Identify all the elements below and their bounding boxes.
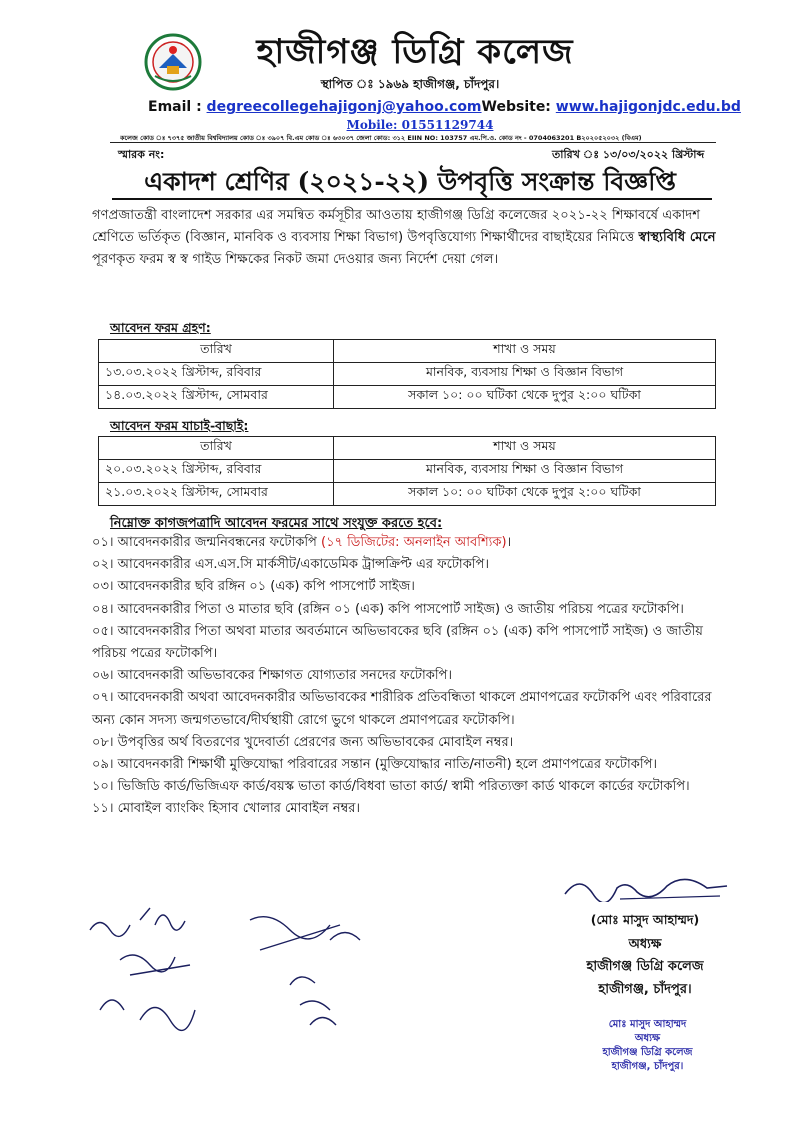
col-branch: শাখা ও সময় <box>334 340 716 363</box>
list-item: ০৫। আবেদনকারীর পিতা অথবা মাতার অবর্তমানে অভিভাবকের ছবি (রঙ্গিন ০১ (এক) কপি পাসপোর্ট সাইজ) ও জাতীয় পরিচয় পত্রের ফটোকপি। <box>92 623 703 662</box>
established-info: স্থাপিত ঃ ১৯৬৯ হাজীগঞ্জ, চাঁদপুর। <box>320 77 500 91</box>
memo-number: স্মারক নং: <box>118 148 165 161</box>
email-label: Email : <box>148 99 202 115</box>
table-row <box>99 363 716 386</box>
form-receive-table <box>98 339 716 409</box>
list-item: ০৭। আবেদনকারী অথবা আবেদনকারীর অভিভাবকের শারীরিক প্রতিবন্ধিতা থাকলে প্রমাণপত্রের ফটোকপি এবং পরিবারের অন্য কোন সদস্য জন্মগতভাবে/দীর্ঘস্থায়ী রোগে ভুগে থাকলে প্রমাণপত্রের ফটোকপি। <box>92 690 712 728</box>
list-item: ০৪। আবেদনকারীর পিতা ও মাতার ছবি (রঙ্গিন ০১ (এক) কপি পাসপোর্ট সাইজ) ও জাতীয় পরিচয় পত্রের ফটোকপি। <box>92 601 684 617</box>
title-underline <box>112 198 712 200</box>
contact-line <box>148 99 741 115</box>
mobile-number: Mobile: 01551129744 <box>346 118 494 132</box>
receive-time: সকাল ১০: ০০ ঘটিকা থেকে দুপুর ২:০০ ঘটিকা <box>334 386 716 409</box>
req-1-end: । <box>506 535 512 550</box>
form-receive-label: আবেদন ফরম গ্রহণ: <box>110 320 211 335</box>
principal-place: হাজীগঞ্জ, চাঁদপুর। <box>598 982 692 997</box>
receive-date-2: ১৪.০৩.২০২২ খ্রিস্টাব্দ, সোমবার <box>99 386 334 409</box>
req-1-text: ০১। আবেদনকারীর জন্মনিবন্ধনের ফটোকপি <box>92 535 321 550</box>
email-link[interactable]: degreecollegehajigonj@yahoo.com <box>206 99 482 115</box>
intro-text-1: গণপ্রজাতন্ত্রী বাংলাদেশ সরকার এর সমন্বিত কর্মসূচীর আওতায় হাজীগঞ্জ ডিগ্রি কলেজের ২০২১-২২ শিক্ষাবর্ষে একাদশ শ্রেণিতে ভর্তিকৃত (বিজ্ঞান, মানবিক ও ব্যবসায় শিক্ষা বিভাগ) উপবৃত্তিযোগ্য শিক্ষার্থীদের বাছাইয়ের নিমিত্তে <box>92 208 701 245</box>
req-1-highlight: (১৭ ডিজিটের: অনলাইন আবশ্যিক) <box>321 535 507 550</box>
list-item <box>92 532 722 554</box>
official-stamp <box>580 1018 715 1074</box>
verify-time: সকাল ১০: ০০ ঘটিকা থেকে দুপুর ২:০০ ঘটিকা <box>334 483 716 506</box>
requirements-list <box>92 532 722 821</box>
list-item: ০২। আবেদনকারীর এস.এস.সি মার্কসীট/একাডেমিক ট্রান্সক্রিপ্ট এর ফটোকপি। <box>92 557 489 573</box>
col-date: তারিখ <box>99 340 334 363</box>
stamp-place: হাজীগঞ্জ, চাঁদপুর। <box>611 1061 684 1072</box>
website-label: Website: <box>481 99 551 115</box>
principal-name: (মোঃ মাসুদ আহাম্মদ) <box>590 912 700 927</box>
table-row <box>99 460 716 483</box>
principal-role: অধ্যক্ষ <box>628 937 662 952</box>
verify-branch: মানবিক, ব্যবসায় শিক্ষা ও বিজ্ঞান বিভাগ <box>334 460 716 483</box>
verify-date-1: ২০.০৩.২০২২ খ্রিস্টাব্দ, রবিবার <box>99 460 334 483</box>
website-link[interactable]: www.hajigonjdc.edu.bd <box>555 99 741 115</box>
list-item: ০৯। আবেদনকারী শিক্ষার্থী মুক্তিযোদ্ধা পরিবারের সন্তান (মুক্তিযোদ্ধার নাতি/নাতনী) হলে প্রমাণপত্রের ফটোকপি। <box>92 757 658 773</box>
intro-text-2: পূরণকৃত ফরম স্ব স্ব গাইড শিক্ষকের নিকট জমা দেওয়ার জন্য নির্দেশ দেয়া গেল। <box>92 252 499 267</box>
table-row <box>99 386 716 409</box>
principal-signature-icon <box>560 872 730 902</box>
requirements-heading: নিম্নোক্ত কাগজপত্রাদি আবেদন ফরমের সাথে সংযুক্ত করতে হবে: <box>110 516 443 531</box>
principal-college: হাজীগঞ্জ ডিগ্রি কলেজ <box>586 959 704 974</box>
list-item: ০৬। আবেদনকারী অভিভাবকের শিক্ষাগত যোগ্যতার সনদের ফটোকপি। <box>92 668 453 684</box>
list-item: ১১। মোবাইল ব্যাংকিং হিসাব খোলার মোবাইল নম্বর। <box>92 801 361 817</box>
intro-emphasis: স্বাস্থ্যবিধি মেনে <box>638 230 716 245</box>
stamp-role: অধ্যক্ষ <box>634 1033 661 1044</box>
table-row <box>99 483 716 506</box>
table-header-row <box>99 340 716 363</box>
stamp-college: হাজীগঞ্জ ডিগ্রি কলেজ <box>602 1047 693 1058</box>
institution-codes: কলেজ কোড ঃ ৭৩৭৫ জাতীয় বিশ্ববিদ্যালয় কোড ঃ ৩৯০৭ বি.এম কোড ঃ ৬৩০৩৭ জেলা কোড: ৩১২ EIIN NO: 103757 এম.পি.ও. কোড নং - 0704063201 B২০২০৫২০৩২ (বিএম) <box>120 134 642 142</box>
header-divider <box>110 142 716 143</box>
col-date: তারিখ <box>99 437 334 460</box>
verify-date-2: ২১.০৩.২০২২ খ্রিস্টাব্দ, সোমবার <box>99 483 334 506</box>
notice-title: একাদশ শ্রেণির (২০২১-২২) উপবৃত্তি সংক্রান্ত বিজ্ঞপ্তি <box>144 167 676 196</box>
college-crest-icon <box>143 32 203 92</box>
form-verify-table <box>98 436 716 506</box>
form-verify-label: আবেদন ফরম যাচাই-বাছাই: <box>110 418 249 433</box>
notice-date: তারিখ ঃ ১৩/০৩/২০২২ খ্রিস্টাব্দ <box>552 148 705 161</box>
handwritten-notes <box>80 900 440 1040</box>
list-item: ১০। ভিজিডি কার্ড/ভিজিএফ কার্ড/বয়স্ক ভাতা কার্ড/বিধবা ভাতা কার্ড/ স্বামী পরিত্যক্তা কার্ড থাকলে কার্ডের ফটোকপি। <box>92 779 690 795</box>
list-item: ০৩। আবেদনকারীর ছবি রঙ্গিন ০১ (এক) কপি পাসপোর্ট সাইজ। <box>92 579 415 595</box>
stamp-name: মোঃ মাসুদ আহাম্মদ <box>608 1019 687 1030</box>
table-header-row <box>99 437 716 460</box>
receive-branch: মানবিক, ব্যবসায় শিক্ষা ও বিজ্ঞান বিভাগ <box>334 363 716 386</box>
intro-paragraph <box>92 205 722 271</box>
list-item: ০৮। উপবৃত্তির অর্থ বিতরণের খুদেবার্তা প্রেরণের জন্য অভিভাবকের মোবাইল নম্বর। <box>92 734 514 750</box>
col-branch: শাখা ও সময় <box>334 437 716 460</box>
college-name: হাজীগঞ্জ ডিগ্রি কলেজ <box>256 32 574 72</box>
receive-date-1: ১৩.০৩.২০২২ খ্রিস্টাব্দ, রবিবার <box>99 363 334 386</box>
